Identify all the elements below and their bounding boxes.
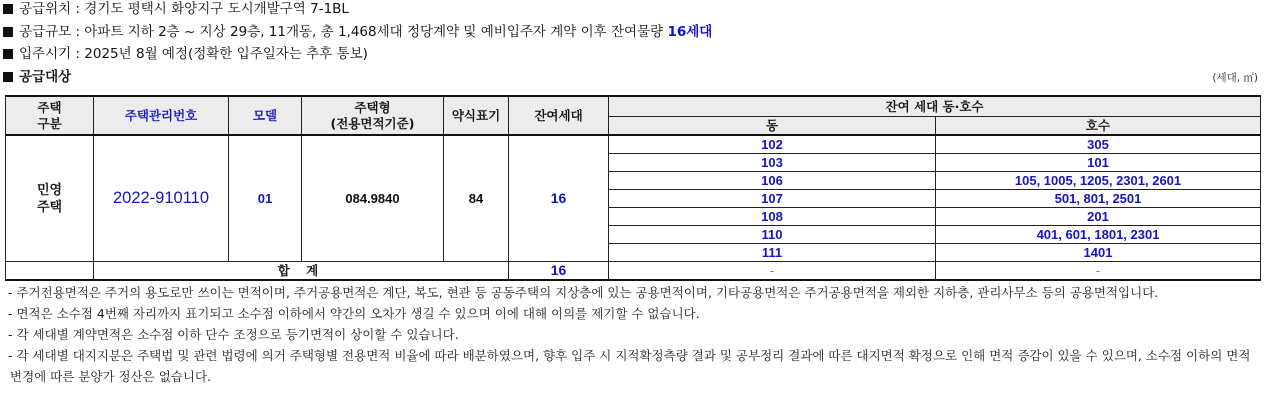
header-short-label: 약식표기 [444, 96, 509, 135]
cell-ho: 401, 601, 1801, 2301 [936, 226, 1261, 244]
cell-dong: 106 [609, 172, 936, 190]
info-location [3, 0, 349, 18]
note-item: - 각 세대별 대지지분은 주택법 및 관련 법령에 의거 주택형별 전용면적 비율에 따라 배분하였으며, 향후 입주 시 지적확정측량 결과 및 공부정리 결과에 따른 대지면적 확정으로 인해 면적 증감이 있을 수 있으며, 소수점 이하의 면적변경에 따른 분양가 정산은 없습니다. [8, 348, 1251, 384]
info-scale [3, 23, 712, 41]
supply-table [5, 95, 1261, 281]
info-scale-text: 공급규모 : 아파트 지하 2층 ~ 지상 29층, 11개동, 총 1,468세대 정당계약 및 예비입주자 계약 이후 잔여물량 [19, 24, 668, 40]
total-row [6, 262, 1261, 281]
cell-dong: 110 [609, 226, 936, 244]
cell-short-label: 84 [444, 135, 509, 262]
header-ho: 호수 [936, 117, 1261, 136]
bullet-square-icon [3, 49, 13, 59]
header-remaining-units: 잔여 세대 동·호수 [609, 96, 1261, 117]
section-title-text: 공급대상 [19, 69, 72, 85]
cell-ho: 101 [936, 154, 1261, 172]
info-location-text: 공급위치 : 경기도 평택시 화양지구 도시개발구역 7-1BL [19, 1, 349, 17]
info-move-in-text: 입주시기 : 2025년 8월 예정(정확한 입주일자는 추후 통보) [19, 46, 368, 62]
info-scale-highlight: 16세대 [667, 24, 713, 40]
cell-ho: 305 [936, 135, 1261, 154]
bullet-square-icon [3, 72, 13, 82]
table-row [6, 135, 1261, 154]
cell-dong: 111 [609, 244, 936, 262]
cell-dong: 107 [609, 190, 936, 208]
notes [0, 282, 1262, 387]
total-dong: - [609, 262, 936, 281]
cell-housing-type: 민영 주택 [6, 135, 94, 262]
note-item: - 주거전용면적은 주거의 용도로만 쓰이는 면적이며, 주거공용면적은 계단, 복도, 현관 등 공동주택의 지상층에 있는 공용면적이며, 기타공용면적은 주거공용면적을 제외한 지하층, 관리사무소 등의 공용면적입니다. [8, 285, 1159, 300]
header-housing-type: 주택 구분 [6, 96, 94, 135]
total-ho: - [936, 262, 1261, 281]
header-management-no: 주택관리번호 [94, 96, 229, 135]
note-item: - 각 세대별 계약면적은 소수점 이하 단수 조정으로 등기면적이 상이할 수 있습니다. [8, 327, 459, 342]
cell-ho: 1401 [936, 244, 1261, 262]
info-move-in [3, 45, 368, 63]
cell-ho: 501, 801, 2501 [936, 190, 1261, 208]
bullet-square-icon [3, 27, 13, 37]
cell-house-type: 084.9840 [302, 135, 444, 262]
header-model: 모델 [229, 96, 302, 135]
total-empty-cell [6, 262, 94, 281]
cell-remaining: 16 [509, 135, 609, 262]
total-label: 합 계 [94, 262, 509, 281]
cell-dong: 102 [609, 135, 936, 154]
cell-ho: 201 [936, 208, 1261, 226]
cell-ho: 105, 1005, 1205, 2301, 2601 [936, 172, 1261, 190]
unit-label: (세대, ㎡) [1212, 72, 1258, 84]
total-remaining: 16 [509, 262, 609, 281]
header-house-type: 주택형 (전용면적기준) [302, 96, 444, 135]
cell-dong: 103 [609, 154, 936, 172]
header-remaining: 잔여세대 [509, 96, 609, 135]
note-item: - 면적은 소수점 4번째 자리까지 표기되고 소수점 이하에서 약간의 오차가 생길 수 있으며 이에 대해 이의를 제기할 수 없습니다. [8, 306, 700, 321]
section-title [3, 68, 71, 86]
bullet-square-icon [3, 4, 13, 14]
header-dong: 동 [609, 117, 936, 136]
cell-management-no: 2022-910110 [94, 135, 229, 262]
cell-model: 01 [229, 135, 302, 262]
cell-dong: 108 [609, 208, 936, 226]
